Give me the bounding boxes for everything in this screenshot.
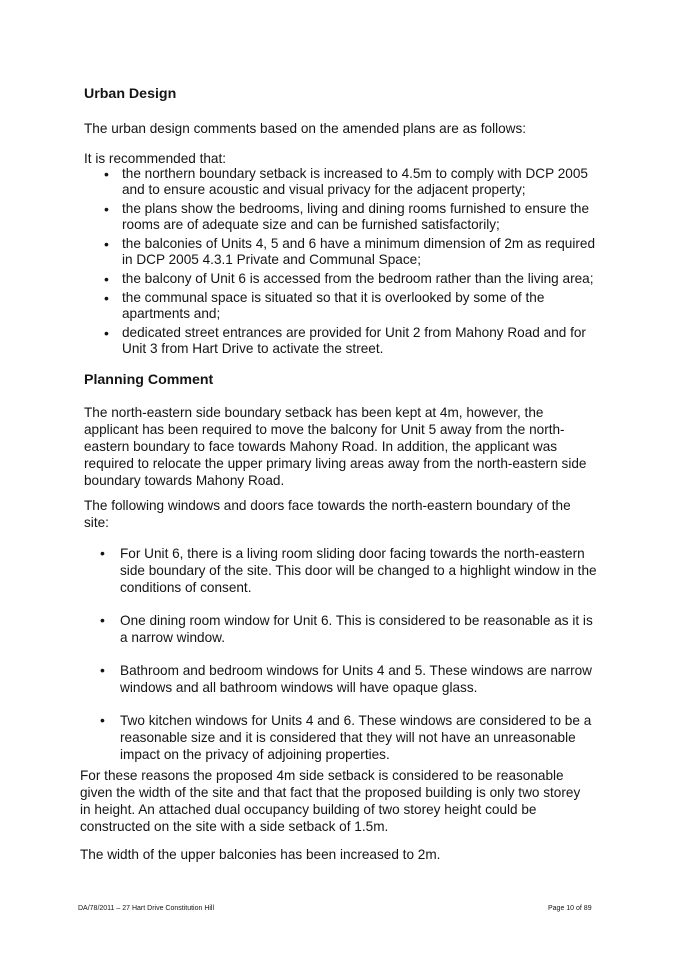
list-item: • the northern boundary setback is increased to 4.5m to comply with DCP 2005 and to ensure acoustic and visual privacy for the adjacent property; [104, 166, 604, 198]
list-item: • the plans show the bedrooms, living and dining rooms furnished to ensure the rooms are of adequate size and can be furnished satisfactorily; [104, 201, 604, 233]
footer-reference: DA/78/2011 – 27 Hart Drive Constitution Hill [78, 905, 215, 912]
urban-design-intro: The urban design comments based on the amended plans are as follows: [84, 121, 527, 136]
urban-design-recommendations [104, 166, 604, 360]
north-eastern-windows-list [100, 545, 600, 779]
list-item: • dedicated street entrances are provided for Unit 2 from Mahony Road and for Unit 3 from Hart Drive to activate the street. [104, 325, 604, 357]
planning-para-1: The north-eastern side boundary setback has been kept at 4m, however, the applicant has been required to move the balcony for Unit 5 away from the north-eastern boundary to face towards Mahony Road. In addition, the applicant was required to relocate the upper primary living areas away from the north-eastern side boundary towards Mahony Road. [84, 405, 587, 488]
list-item: • Two kitchen windows for Units 4 and 6. These windows are considered to be a reasonable size and it is considered that they will not have an unreasonable impact on the privacy of adjoining properties. [100, 712, 600, 763]
planning-comment-heading: Planning Comment [84, 372, 214, 388]
urban-design-lead: It is recommended that: [84, 151, 227, 166]
planning-para-3: For these reasons the proposed 4m side setback is considered to be reasonable given the width of the site and that fact that the proposed building is only two storey in height. An attached dual occupancy building of two storey height could be constructed on the site with a side setback of 1.5m. [80, 768, 581, 834]
list-item: • For Unit 6, there is a living room sliding door facing towards the north-eastern side boundary of the site. This door will be changed to a highlight window in the conditions of consent. [100, 545, 600, 596]
planning-para-2: The following windows and doors face towards the north-eastern boundary of the site: [84, 498, 571, 530]
list-item: • the balcony of Unit 6 is accessed from the bedroom rather than the living area; [104, 271, 604, 287]
list-item: • the balconies of Units 4, 5 and 6 have a minimum dimension of 2m as required in DCP 2005 4.3.1 Private and Communal Space; [104, 236, 604, 268]
list-item: • Bathroom and bedroom windows for Units 4 and 5. These windows are narrow windows and all bathroom windows will have opaque glass. [100, 662, 600, 696]
list-item: • the communal space is situated so that it is overlooked by some of the apartments and; [104, 290, 604, 322]
list-item: • One dining room window for Unit 6. This is considered to be reasonable as it is a narrow window. [100, 612, 600, 646]
footer-page-number: Page 10 of 89 [548, 905, 592, 912]
urban-design-heading: Urban Design [84, 86, 177, 102]
planning-para-4: The width of the upper balconies has been increased to 2m. [80, 847, 441, 862]
